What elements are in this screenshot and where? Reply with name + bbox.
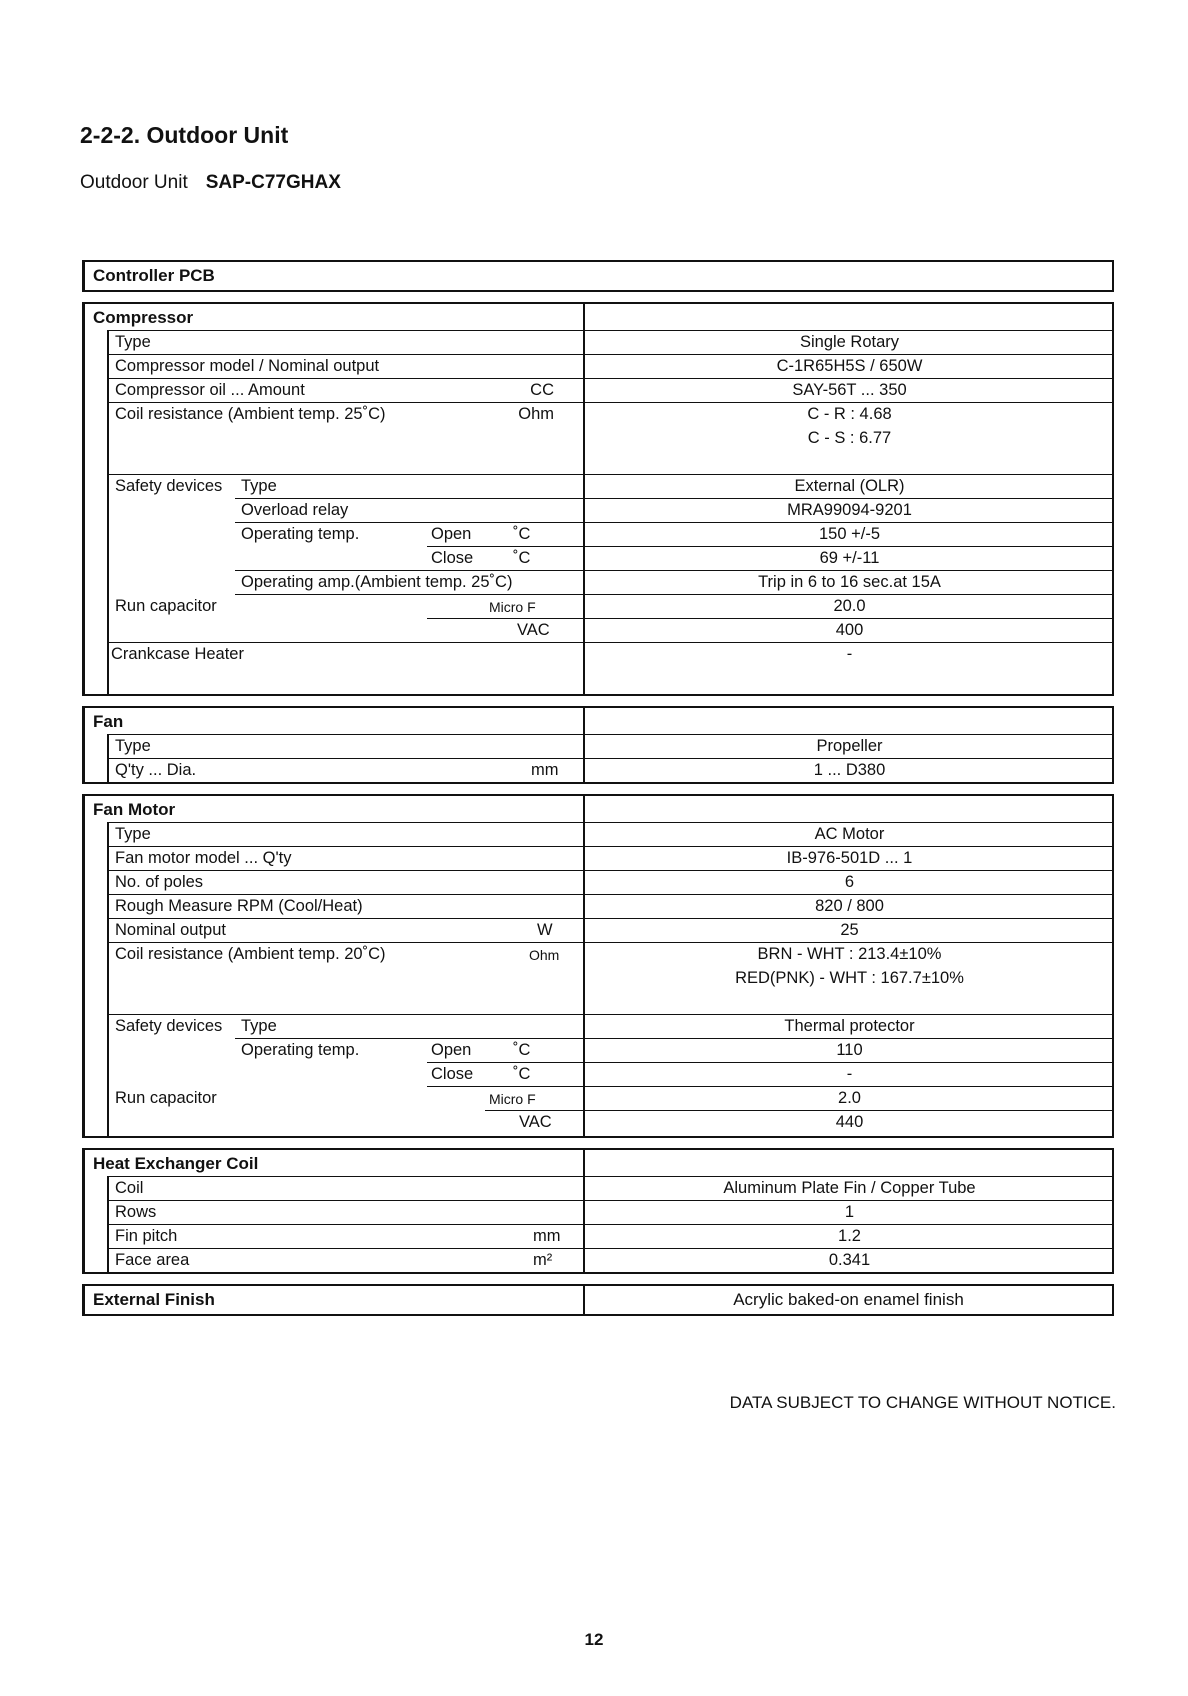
fan-motor-op-temp-label: Operating temp. <box>241 1041 360 1059</box>
data-change-notice: DATA SUBJECT TO CHANGE WITHOUT NOTICE. <box>729 1393 1116 1412</box>
fan-motor-coil-row: Coil resistance (Ambient temp. 20˚C) Ohm BRN - WHT : 213.4±10% RED(PNK) - WHT : 167.7±10% <box>109 942 1112 1015</box>
compressor-coil-row: Coil resistance (Ambient temp. 25˚C) Ohm C - R : 4.68 C - S : 6.77 <box>109 402 1112 475</box>
fan-section <box>82 706 1114 784</box>
hx-coil-row: Coil Aluminum Plate Fin / Copper Tube <box>109 1176 1112 1201</box>
fan-qty-row: Q'ty ... Dia. mm 1 ... D380 <box>115 761 886 779</box>
fan-motor-rpm-row: Rough Measure RPM (Cool/Heat) 820 / 800 <box>109 894 1112 919</box>
compressor-cap-v-row: VAC 400 <box>109 618 1112 643</box>
compressor-op-open-row: Open ˚C 150 +/-5 <box>427 522 1112 547</box>
model-line <box>80 172 341 194</box>
hx-fin-pitch-row: Fin pitch mm 1.2 <box>109 1224 1112 1249</box>
compressor-oil-row: Compressor oil ... Amount CC SAY-56T ... 350 <box>109 378 1112 403</box>
external-finish-title: External Finish <box>93 1290 215 1309</box>
fan-motor-run-capacitor-label: Run capacitor <box>115 1089 217 1107</box>
external-finish-section <box>82 1284 1114 1316</box>
spec-sheet <box>82 260 1114 1326</box>
compressor-crankcase-row: Crankcase Heater - <box>111 645 853 663</box>
hx-rows-row: Rows 1 <box>109 1200 1112 1225</box>
fan-motor-safety-label: Safety devices <box>115 1017 223 1035</box>
fan-motor-cap-v-row: VAC 440 <box>519 1113 864 1131</box>
page-number: 12 <box>584 1630 604 1649</box>
hx-face-area-row: Face area m² 0.341 <box>115 1251 871 1269</box>
controller-pcb-section <box>82 260 1114 292</box>
fan-motor-model-row: Fan motor model ... Q'ty IB-976-501D ... 1 <box>109 846 1112 871</box>
controller-pcb-title: Controller PCB <box>93 266 215 285</box>
compressor-op-temp-label: Operating temp. <box>241 525 360 543</box>
model-number: SAP-C77GHAX <box>205 172 341 193</box>
fan-motor-title: Fan Motor <box>93 800 176 819</box>
compressor-overload-row: Overload relay MRA99094-9201 <box>235 498 1112 523</box>
fan-motor-poles-row: No. of poles 6 <box>109 870 1112 895</box>
compressor-title: Compressor <box>93 308 194 327</box>
fan-motor-cap-f-row: Micro F 2.0 <box>485 1086 1112 1111</box>
compressor-op-close-row: Close ˚C 69 +/-11 <box>235 546 1112 571</box>
fan-motor-type-row: Type AC Motor <box>109 822 1112 847</box>
section-heading: 2-2-2. Outdoor Unit <box>80 122 289 148</box>
heat-exchanger-section <box>82 1148 1114 1274</box>
compressor-cap-f-row: Micro F 20.0 <box>427 594 1112 619</box>
heat-exchanger-title: Heat Exchanger Coil <box>93 1154 259 1173</box>
fan-motor-op-open-row: Open ˚C 110 <box>427 1038 1112 1063</box>
fan-motor-section <box>82 794 1114 1138</box>
compressor-model-row: Compressor model / Nominal output C-1R65H5S / 650W <box>109 354 1112 379</box>
compressor-safety-label: Safety devices <box>115 477 223 495</box>
model-label: Outdoor Unit <box>80 172 188 193</box>
compressor-safety-type-row: Type External (OLR) <box>235 474 1112 499</box>
compressor-run-capacitor-label: Run capacitor <box>115 597 217 615</box>
fan-motor-op-close-row: Close ˚C - <box>427 1062 1112 1087</box>
fan-title: Fan <box>93 712 124 731</box>
external-finish-value: Acrylic baked-on enamel finish <box>733 1290 964 1309</box>
fan-type-row: Type Propeller <box>109 734 1112 759</box>
compressor-type-row: Type Single Rotary <box>109 330 1112 355</box>
compressor-op-amp-row: Operating amp.(Ambient temp. 25˚C) Trip in 6 to 16 sec.at 15A <box>235 570 1112 595</box>
compressor-section <box>82 302 1114 696</box>
fan-motor-safety-type-row: Type Thermal protector <box>235 1014 1112 1039</box>
fan-motor-output-row: Nominal output W 25 <box>109 918 1112 943</box>
